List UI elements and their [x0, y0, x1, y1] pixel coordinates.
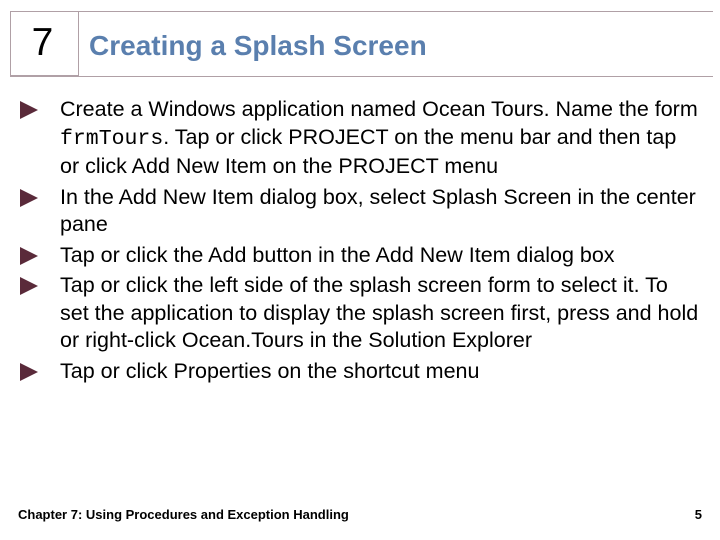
bullet-arrow-icon: [20, 101, 38, 119]
bullet-item: [20, 358, 700, 386]
bullet-text: Tap or click the Add button in the Add New Item dialog box: [60, 242, 615, 267]
title-rule-divider: [78, 11, 79, 77]
bullet-item: [20, 184, 700, 239]
title-rule-bottom: [10, 76, 713, 77]
bullet-text: Tap or click Properties on the shortcut menu: [60, 358, 480, 383]
bullet-text: . Tap or click PROJECT on the menu bar and then tap or click Add New Item on the PROJECT menu: [60, 124, 677, 178]
bullet-item: [20, 96, 700, 181]
bullet-arrow-icon: [20, 247, 38, 265]
chapter-number: 7: [31, 21, 54, 64]
bullet-text: Tap or click the left side of the splash screen form to select it. To set the application to display the splash screen first, press and hold or right-click Ocean.Tours in the Solution Explorer: [60, 273, 699, 352]
page-number: 5: [694, 507, 702, 522]
bullet-text: In the Add New Item dialog box, select Splash Screen in the center pane: [60, 184, 696, 236]
bullet-text: Create a Windows application named Ocean Tours. Name the form: [60, 97, 698, 121]
slide-title: Creating a Splash Screen: [89, 30, 427, 61]
form-name-code: frmTours: [60, 126, 164, 151]
bullet-list: [20, 96, 700, 388]
bullet-item: [20, 242, 700, 270]
bullet-arrow-icon: [20, 277, 38, 295]
bullet-item: [20, 272, 700, 355]
footer-chapter-label: Chapter 7: Using Procedures and Exception Handling: [18, 507, 349, 522]
title-rule-top: [78, 11, 713, 12]
bullet-arrow-icon: [20, 189, 38, 207]
bullet-arrow-icon: [20, 363, 38, 381]
